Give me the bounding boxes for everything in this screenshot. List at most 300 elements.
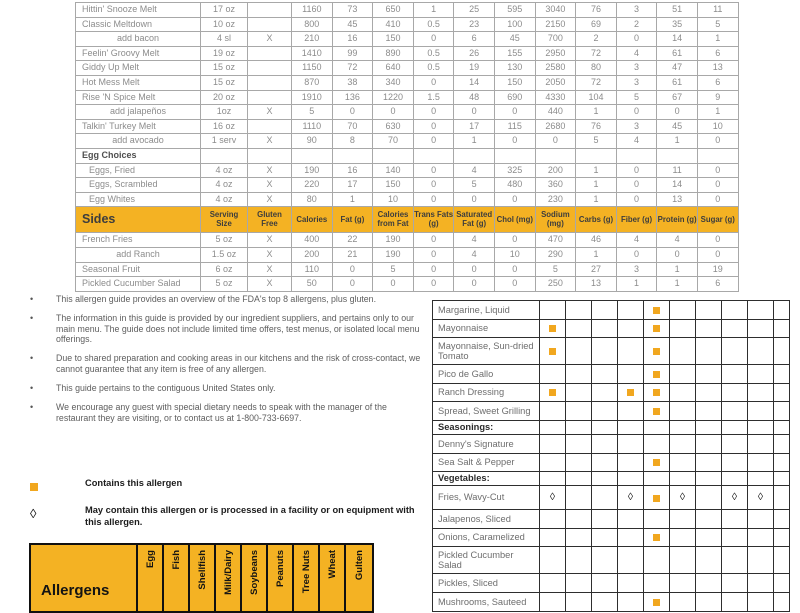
matrix-cell — [722, 574, 748, 593]
nutrition-cell: 1 — [576, 163, 617, 178]
nutrition-cell: 4 — [616, 233, 657, 248]
matrix-cell — [618, 592, 644, 611]
matrix-cell — [644, 383, 670, 402]
matrix-filler-cell — [774, 547, 790, 574]
nutrition-cell: 0 — [332, 277, 373, 292]
contains-square-icon — [653, 348, 660, 355]
nutrition-column-header: Serving Size — [201, 207, 248, 233]
nutrition-cell: 13 — [657, 192, 698, 207]
nutrition-cell: 26 — [454, 46, 495, 61]
bullet-glyph: • — [30, 402, 34, 413]
nutrition-cell: 1 — [332, 192, 373, 207]
matrix-cell — [696, 592, 722, 611]
nutrition-cell: 5 oz — [201, 277, 248, 292]
matrix-cell — [670, 319, 696, 338]
bullet-glyph: • — [30, 313, 34, 324]
matrix-cell — [696, 319, 722, 338]
nutrition-cell: X — [248, 233, 292, 248]
allergen-column-label: Shellfish — [196, 550, 208, 590]
note-item — [30, 353, 428, 374]
nutrition-cell: 46 — [576, 233, 617, 248]
nutrition-cell: 200 — [535, 163, 576, 178]
nutrition-cell: 890 — [373, 46, 414, 61]
nutrition-cell: 35 — [657, 17, 698, 32]
matrix-cell — [644, 365, 670, 384]
nutrition-cell: 0.5 — [413, 17, 454, 32]
matrix-cell — [566, 434, 592, 453]
nutrition-cell: 0 — [657, 247, 698, 262]
nutrition-row — [76, 61, 739, 76]
nutrition-cell — [454, 148, 495, 163]
allergen-column-header — [294, 545, 320, 611]
note-text: Due to shared preparation and cooking areas in our kitchens and the risk of cross-contact, we cannot guarantee that any item is free of any allergen. — [56, 353, 421, 374]
matrix-cell — [748, 486, 774, 510]
nutrition-cell: 10 — [373, 192, 414, 207]
nutrition-cell: X — [248, 262, 292, 277]
matrix-cell — [566, 420, 592, 434]
nutrition-cell: 3 — [616, 262, 657, 277]
legend-item — [30, 505, 432, 528]
nutrition-cell: 4 oz — [201, 192, 248, 207]
legend-item — [30, 478, 432, 496]
matrix-row — [433, 402, 790, 421]
nutrition-cell: 1 serv — [201, 134, 248, 149]
nutrition-table-grid — [75, 2, 739, 292]
nutrition-row-label: Egg Whites — [76, 192, 201, 207]
nutrition-cell: 1 — [576, 192, 617, 207]
contains-square-icon — [549, 325, 556, 332]
nutrition-cell: 1 — [576, 105, 617, 120]
nutrition-cell — [292, 148, 333, 163]
nutrition-cell: 0 — [697, 192, 738, 207]
nutrition-cell: 190 — [292, 163, 333, 178]
matrix-row-label: Mayonnaise, Sun-dried Tomato — [433, 338, 540, 365]
matrix-cell — [566, 365, 592, 384]
nutrition-cell: 5 oz — [201, 233, 248, 248]
matrix-cell — [566, 319, 592, 338]
matrix-cell — [540, 338, 566, 365]
matrix-row — [433, 453, 790, 472]
nutrition-cell: 0 — [494, 233, 535, 248]
matrix-cell — [722, 338, 748, 365]
matrix-cell — [722, 510, 748, 529]
nutrition-row-label: add jalapeños — [76, 105, 201, 120]
matrix-cell — [592, 453, 618, 472]
nutrition-cell: 2150 — [535, 17, 576, 32]
bullet-glyph: • — [30, 353, 34, 364]
matrix-cell — [696, 338, 722, 365]
matrix-cell — [696, 420, 722, 434]
nutrition-cell: 0 — [413, 134, 454, 149]
note-item — [30, 294, 428, 305]
allergen-matrix-grid — [432, 300, 790, 612]
nutrition-cell: 0 — [494, 134, 535, 149]
nutrition-cell: 1oz — [201, 105, 248, 120]
nutrition-column-header: Sodium (mg) — [535, 207, 576, 233]
nutrition-cell: 1110 — [292, 119, 333, 134]
nutrition-cell: 0 — [616, 192, 657, 207]
nutrition-cell: 4 — [454, 247, 495, 262]
matrix-cell — [618, 510, 644, 529]
matrix-row — [433, 338, 790, 365]
nutrition-row — [76, 178, 739, 193]
nutrition-cell: 1410 — [292, 46, 333, 61]
nutrition-cell: 4 oz — [201, 178, 248, 193]
nutrition-cell: 110 — [292, 262, 333, 277]
matrix-cell — [618, 434, 644, 453]
matrix-cell — [644, 338, 670, 365]
nutrition-cell — [657, 148, 698, 163]
matrix-cell — [644, 574, 670, 593]
nutrition-cell: 0 — [616, 32, 657, 47]
matrix-cell — [618, 453, 644, 472]
nutrition-cell: 340 — [373, 75, 414, 90]
nutrition-cell: 11 — [697, 3, 738, 18]
matrix-cell — [670, 547, 696, 574]
nutrition-cell: 0 — [697, 233, 738, 248]
matrix-cell — [592, 592, 618, 611]
matrix-cell — [592, 574, 618, 593]
nutrition-cell: 0 — [494, 277, 535, 292]
nutrition-cell: 440 — [535, 105, 576, 120]
matrix-cell — [540, 472, 566, 486]
matrix-cell — [722, 592, 748, 611]
matrix-row — [433, 574, 790, 593]
matrix-cell — [540, 453, 566, 472]
matrix-cell — [566, 486, 592, 510]
nutrition-row — [76, 148, 739, 163]
nutrition-row-label: Eggs, Fried — [76, 163, 201, 178]
nutrition-cell: 0 — [454, 192, 495, 207]
matrix-cell — [670, 486, 696, 510]
nutrition-cell: 0 — [413, 247, 454, 262]
matrix-cell — [748, 472, 774, 486]
may-contain-diamond-icon: ◊ — [627, 490, 634, 503]
allergen-column-header — [190, 545, 216, 611]
allergens-title-cell — [31, 545, 138, 611]
matrix-cell — [618, 383, 644, 402]
nutrition-cell — [576, 148, 617, 163]
nutrition-cell: 14 — [454, 75, 495, 90]
nutrition-cell: 3 — [616, 75, 657, 90]
matrix-row-label: Pickles, Sliced — [433, 574, 540, 593]
nutrition-cell: 190 — [373, 233, 414, 248]
bullet-glyph: • — [30, 383, 34, 394]
nutrition-column-header: Fiber (g) — [616, 207, 657, 233]
nutrition-cell: X — [248, 105, 292, 120]
nutrition-cell: 0 — [535, 134, 576, 149]
nutrition-cell — [616, 148, 657, 163]
nutrition-cell — [248, 17, 292, 32]
nutrition-cell: 0 — [697, 178, 738, 193]
nutrition-cell: 1220 — [373, 90, 414, 105]
contains-square-icon — [653, 307, 660, 314]
matrix-cell — [722, 472, 748, 486]
nutrition-cell: X — [248, 192, 292, 207]
matrix-cell — [618, 420, 644, 434]
matrix-cell — [748, 319, 774, 338]
nutrition-row — [76, 32, 739, 47]
matrix-cell — [722, 528, 748, 547]
matrix-cell — [722, 486, 748, 510]
matrix-cell — [540, 486, 566, 510]
contains-square-icon — [653, 534, 660, 541]
matrix-row — [433, 528, 790, 547]
nutrition-row — [76, 134, 739, 149]
nutrition-row-label: Egg Choices — [76, 148, 201, 163]
nutrition-cell: 4 — [454, 233, 495, 248]
matrix-cell — [670, 510, 696, 529]
nutrition-row-label: Feelin' Groovy Melt — [76, 46, 201, 61]
matrix-row-label: Fries, Wavy-Cut — [433, 486, 540, 510]
matrix-cell — [748, 547, 774, 574]
matrix-cell — [618, 528, 644, 547]
matrix-cell — [566, 383, 592, 402]
matrix-cell — [566, 574, 592, 593]
nutrition-row-label: Seasonal Fruit — [76, 262, 201, 277]
nutrition-cell: 61 — [657, 75, 698, 90]
matrix-row-label: Jalapenos, Sliced — [433, 510, 540, 529]
matrix-cell — [722, 319, 748, 338]
nutrition-column-header: Saturated Fat (g) — [454, 207, 495, 233]
matrix-cell — [592, 420, 618, 434]
nutrition-cell: 4 — [616, 46, 657, 61]
nutrition-cell: 0.5 — [413, 46, 454, 61]
matrix-row-label: Vegetables: — [433, 472, 540, 486]
nutrition-cell: 0 — [494, 105, 535, 120]
matrix-cell — [696, 486, 722, 510]
note-item — [30, 402, 428, 423]
matrix-cell — [644, 528, 670, 547]
nutrition-cell: 4 — [616, 134, 657, 149]
matrix-cell — [748, 592, 774, 611]
nutrition-cell: 23 — [454, 17, 495, 32]
nutrition-cell — [248, 75, 292, 90]
matrix-cell — [566, 528, 592, 547]
matrix-cell — [722, 402, 748, 421]
nutrition-row-label: Talkin' Turkey Melt — [76, 119, 201, 134]
matrix-cell — [566, 510, 592, 529]
nutrition-cell: 17 oz — [201, 3, 248, 18]
matrix-filler-cell — [774, 592, 790, 611]
may-contain-diamond-icon — [30, 505, 85, 528]
nutrition-cell: 5 — [616, 90, 657, 105]
matrix-row — [433, 472, 790, 486]
nutrition-column-header: Calories — [292, 207, 333, 233]
nutrition-cell: 15 oz — [201, 75, 248, 90]
diamond-glyph: ◊ — [30, 506, 37, 521]
nutrition-row — [76, 3, 739, 18]
nutrition-row-label: Rise 'N Spice Melt — [76, 90, 201, 105]
matrix-cell — [696, 301, 722, 320]
matrix-cell — [722, 301, 748, 320]
nutrition-cell: 150 — [373, 32, 414, 47]
nutrition-column-header: Carbs (g) — [576, 207, 617, 233]
matrix-cell — [670, 528, 696, 547]
matrix-cell — [644, 319, 670, 338]
nutrition-cell: 1 — [657, 277, 698, 292]
nutrition-cell: 0 — [413, 178, 454, 193]
nutrition-row — [76, 233, 739, 248]
nutrition-cell — [494, 148, 535, 163]
nutrition-cell: 2950 — [535, 46, 576, 61]
contains-square-icon — [653, 371, 660, 378]
contains-square-icon — [627, 389, 634, 396]
nutrition-cell: 4330 — [535, 90, 576, 105]
matrix-cell — [670, 420, 696, 434]
nutrition-cell: 0 — [494, 262, 535, 277]
matrix-cell — [618, 547, 644, 574]
matrix-cell — [592, 528, 618, 547]
nutrition-row-label: Eggs, Scrambled — [76, 178, 201, 193]
nutrition-row — [76, 90, 739, 105]
nutrition-cell: 51 — [657, 3, 698, 18]
nutrition-cell — [201, 148, 248, 163]
allergen-column-header — [138, 545, 164, 611]
nutrition-row-label: Hittin' Snooze Melt — [76, 3, 201, 18]
matrix-cell — [644, 486, 670, 510]
matrix-row — [433, 592, 790, 611]
may-contain-diamond-icon: ◊ — [757, 490, 764, 503]
nutrition-cell: X — [248, 163, 292, 178]
matrix-row-label: Pico de Gallo — [433, 365, 540, 384]
nutrition-cell — [248, 90, 292, 105]
note-text: The information in this guide is provided by our ingredient suppliers, and pertains only to our main menu. The guide does not include limited time offers, test menus, or isolated local menu offerings. — [56, 313, 420, 345]
matrix-filler-cell — [774, 365, 790, 384]
nutrition-row — [76, 17, 739, 32]
nutrition-cell: 45 — [332, 17, 373, 32]
nutrition-cell: 230 — [535, 192, 576, 207]
nutrition-cell: 0.5 — [413, 61, 454, 76]
nutrition-cell: 150 — [373, 178, 414, 193]
matrix-cell — [540, 319, 566, 338]
nutrition-cell: 1 — [576, 178, 617, 193]
matrix-cell — [540, 420, 566, 434]
matrix-cell — [696, 472, 722, 486]
matrix-cell — [592, 510, 618, 529]
allergen-column-label: Fish — [170, 550, 182, 570]
note-item — [30, 383, 428, 394]
allergen-column-header — [346, 545, 372, 611]
nutrition-cell: 72 — [332, 61, 373, 76]
nutrition-cell: 16 — [332, 163, 373, 178]
matrix-row — [433, 301, 790, 320]
matrix-row-label: Sea Salt & Pepper — [433, 453, 540, 472]
matrix-cell — [644, 420, 670, 434]
nutrition-cell: X — [248, 32, 292, 47]
nutrition-cell: X — [248, 134, 292, 149]
nutrition-cell: 19 — [697, 262, 738, 277]
matrix-filler-cell — [774, 453, 790, 472]
nutrition-cell: 400 — [292, 233, 333, 248]
matrix-cell — [592, 365, 618, 384]
nutrition-cell: 70 — [332, 119, 373, 134]
matrix-cell — [540, 434, 566, 453]
matrix-cell — [696, 383, 722, 402]
nutrition-cell: 1910 — [292, 90, 333, 105]
nutrition-cell: 15 oz — [201, 61, 248, 76]
nutrition-cell: 0 — [454, 277, 495, 292]
matrix-row-label: Onions, Caramelized — [433, 528, 540, 547]
nutrition-cell: 70 — [373, 134, 414, 149]
nutrition-column-header: Gluten Free — [248, 207, 292, 233]
matrix-cell — [722, 453, 748, 472]
nutrition-cell: 3040 — [535, 3, 576, 18]
nutrition-cell: 20 oz — [201, 90, 248, 105]
nutrition-cell: 0 — [413, 277, 454, 292]
nutrition-cell: 0 — [494, 192, 535, 207]
matrix-filler-cell — [774, 434, 790, 453]
matrix-filler-cell — [774, 510, 790, 529]
matrix-cell — [618, 338, 644, 365]
nutrition-cell: 5 — [454, 178, 495, 193]
matrix-cell — [748, 301, 774, 320]
nutrition-row — [76, 46, 739, 61]
matrix-row-label: Ranch Dressing — [433, 383, 540, 402]
nutrition-cell — [248, 61, 292, 76]
matrix-cell — [670, 574, 696, 593]
nutrition-cell: 16 — [332, 32, 373, 47]
matrix-cell — [722, 383, 748, 402]
nutrition-row — [76, 247, 739, 262]
nutrition-cell: 90 — [292, 134, 333, 149]
nutrition-cell: 136 — [332, 90, 373, 105]
nutrition-cell: 61 — [657, 46, 698, 61]
nutrition-cell — [248, 3, 292, 18]
matrix-cell — [696, 547, 722, 574]
nutrition-cell: 2 — [616, 17, 657, 32]
matrix-cell — [566, 472, 592, 486]
nutrition-cell — [413, 148, 454, 163]
allergen-column-header — [164, 545, 190, 611]
matrix-cell — [670, 338, 696, 365]
nutrition-column-header: Trans Fats (g) — [413, 207, 454, 233]
contains-square-icon — [653, 495, 660, 502]
may-contain-diamond-icon: ◊ — [549, 490, 556, 503]
nutrition-row — [76, 262, 739, 277]
nutrition-cell: 1160 — [292, 3, 333, 18]
matrix-cell — [748, 528, 774, 547]
nutrition-cell: 700 — [535, 32, 576, 47]
matrix-cell — [696, 402, 722, 421]
matrix-filler-cell — [774, 319, 790, 338]
nutrition-cell: 0 — [454, 105, 495, 120]
nutrition-cell: 10 — [494, 247, 535, 262]
nutrition-cell: 220 — [292, 178, 333, 193]
matrix-row-label: Pickled Cucumber Salad — [433, 547, 540, 574]
nutrition-cell: 4 oz — [201, 163, 248, 178]
matrix-cell — [592, 301, 618, 320]
matrix-row — [433, 434, 790, 453]
allergens-header-table — [29, 543, 374, 613]
matrix-cell — [618, 472, 644, 486]
contains-square-icon — [549, 348, 556, 355]
nutrition-cell: 2050 — [535, 75, 576, 90]
nutrition-cell: 325 — [494, 163, 535, 178]
matrix-cell — [566, 338, 592, 365]
nutrition-cell: 45 — [657, 119, 698, 134]
matrix-cell — [592, 319, 618, 338]
nutrition-cell: 76 — [576, 3, 617, 18]
matrix-row-label: Mushrooms, Sauteed — [433, 592, 540, 611]
nutrition-row — [76, 192, 739, 207]
matrix-cell — [748, 402, 774, 421]
matrix-cell — [644, 472, 670, 486]
matrix-row — [433, 547, 790, 574]
nutrition-cell: 14 — [657, 32, 698, 47]
matrix-row — [433, 365, 790, 384]
legend-text: Contains this allergen — [85, 478, 183, 488]
